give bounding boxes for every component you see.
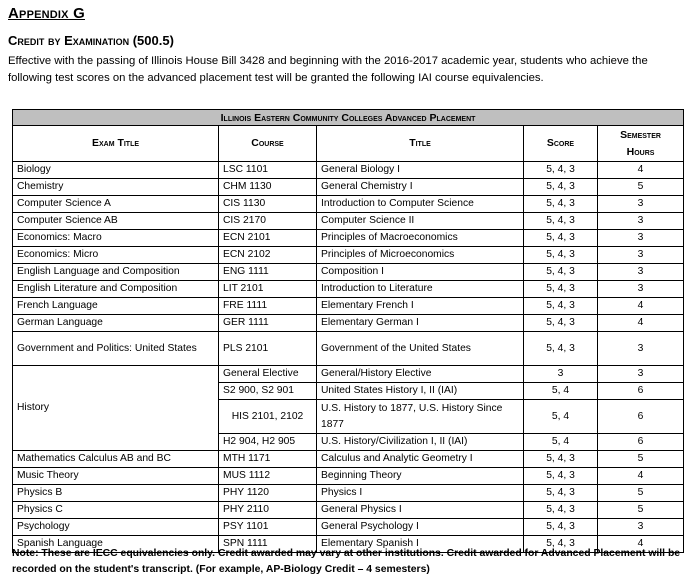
exam-title-cell: Physics B: [13, 485, 219, 502]
column-header-course: Course: [219, 126, 317, 162]
exam-title-cell: Mathematics Calculus AB and BC: [13, 451, 219, 468]
table-row: [13, 196, 684, 213]
course-cell: FRE 1111: [219, 298, 317, 315]
exam-title-cell: Psychology: [13, 519, 219, 536]
appendix-title: Appendix G: [8, 5, 85, 22]
table-row: [13, 179, 684, 196]
course-title-cell: Introduction to Literature: [317, 281, 524, 298]
exam-title-cell: Computer Science AB: [13, 213, 219, 230]
semester-hours-cell: 3: [598, 230, 684, 247]
exam-title-cell: English Language and Composition: [13, 264, 219, 281]
exam-title-cell: Spanish Language: [13, 536, 219, 553]
table-row: [13, 162, 684, 179]
course-title-cell: Elementary German I: [317, 315, 524, 332]
semester-hours-cell: 3: [598, 264, 684, 281]
exam-title-cell: Economics: Micro: [13, 247, 219, 264]
course-cell: CHM 1130: [219, 179, 317, 196]
table-row: [13, 230, 684, 247]
score-cell: 5, 4: [524, 400, 598, 434]
table-row: [13, 213, 684, 230]
semester-hours-cell: 4: [598, 315, 684, 332]
score-cell: 5, 4, 3: [524, 519, 598, 536]
score-cell: 5, 4, 3: [524, 451, 598, 468]
semester-hours-cell: 4: [598, 298, 684, 315]
score-cell: 5, 4, 3: [524, 468, 598, 485]
semester-hours-cell: 3: [598, 213, 684, 230]
table-row: [13, 468, 684, 485]
course-title-cell: Beginning Theory: [317, 468, 524, 485]
table-row: [13, 298, 684, 315]
column-header-hours-line2: Hours: [626, 145, 655, 158]
course-title-cell: General Physics I: [317, 502, 524, 519]
course-cell: SPN 1111: [219, 536, 317, 553]
table-row: [13, 332, 684, 366]
table-row: [13, 247, 684, 264]
score-cell: 5, 4, 3: [524, 281, 598, 298]
semester-hours-cell: 6: [598, 383, 684, 400]
course-cell: MTH 1171: [219, 451, 317, 468]
section-heading: Credit by Examination (500.5): [8, 33, 174, 48]
course-cell: ECN 2102: [219, 247, 317, 264]
course-title-cell: General Psychology I: [317, 519, 524, 536]
semester-hours-cell: 4: [598, 162, 684, 179]
course-title-cell: United States History I, II (IAI): [317, 383, 524, 400]
course-title-cell: Computer Science II: [317, 213, 524, 230]
course-title-cell: General Biology I: [317, 162, 524, 179]
exam-title-cell: Economics: Macro: [13, 230, 219, 247]
score-cell: 5, 4, 3: [524, 502, 598, 519]
semester-hours-cell: 3: [598, 281, 684, 298]
score-cell: 5, 4, 3: [524, 264, 598, 281]
score-cell: 5, 4, 3: [524, 196, 598, 213]
course-title-cell: Principles of Microeconomics: [317, 247, 524, 264]
column-header-hours-line1: Semester: [620, 128, 661, 141]
column-header-score: Score: [524, 126, 598, 162]
course-cell: S2 900, S2 901: [219, 383, 317, 400]
exam-title-cell: Chemistry: [13, 179, 219, 196]
score-cell: 5, 4, 3: [524, 213, 598, 230]
score-cell: 5, 4, 3: [524, 298, 598, 315]
score-cell: 3: [524, 366, 598, 383]
semester-hours-cell: 6: [598, 434, 684, 451]
semester-hours-cell: 6: [598, 400, 684, 434]
semester-hours-cell: 4: [598, 536, 684, 553]
exam-title-cell: Physics C: [13, 502, 219, 519]
course-title-cell: Elementary French I: [317, 298, 524, 315]
score-cell: 5, 4, 3: [524, 230, 598, 247]
semester-hours-cell: 5: [598, 502, 684, 519]
course-cell: LSC 1101: [219, 162, 317, 179]
semester-hours-cell: 3: [598, 519, 684, 536]
table-row: [13, 485, 684, 502]
course-cell: ENG 1111: [219, 264, 317, 281]
score-cell: 5, 4, 3: [524, 162, 598, 179]
table-row: [13, 315, 684, 332]
score-cell: 5, 4, 3: [524, 485, 598, 502]
footnote: Note: These are IECC equivalencies only. Credit awarded may vary at other institutions. Credit awarded for Advanced Placement will be recorded on the student's transcript. (For example, AP-Biology Credit – 4 semesters): [12, 548, 681, 575]
course-title-cell: U.S. History/Civilization I, II (IAI): [317, 434, 524, 451]
column-header-title: Title: [317, 126, 524, 162]
score-cell: 5, 4, 3: [524, 179, 598, 196]
semester-hours-cell: 5: [598, 179, 684, 196]
course-cell: MUS 1112: [219, 468, 317, 485]
course-cell: PSY 1101: [219, 519, 317, 536]
semester-hours-cell: 3: [598, 247, 684, 264]
course-title-cell: General Chemistry I: [317, 179, 524, 196]
course-cell: LIT 2101: [219, 281, 317, 298]
column-header-semester-hours: [598, 126, 684, 162]
exam-title-cell: French Language: [13, 298, 219, 315]
course-cell: General Elective: [219, 366, 317, 383]
course-cell: H2 904, H2 905: [219, 434, 317, 451]
table-row: [13, 281, 684, 298]
course-cell: CIS 2170: [219, 213, 317, 230]
exam-title-cell: Government and Politics: United States: [13, 332, 219, 366]
semester-hours-cell: 5: [598, 451, 684, 468]
table-row: [13, 366, 684, 383]
course-title-cell: Elementary Spanish I: [317, 536, 524, 553]
course-title-cell: General/History Elective: [317, 366, 524, 383]
course-title-cell: U.S. History to 1877, U.S. History Since 1877: [317, 400, 524, 434]
semester-hours-cell: 3: [598, 366, 684, 383]
course-title-cell: Principles of Macroeconomics: [317, 230, 524, 247]
exam-title-cell: German Language: [13, 315, 219, 332]
exam-title-cell: Computer Science A: [13, 196, 219, 213]
semester-hours-cell: 3: [598, 332, 684, 366]
course-title-cell: Introduction to Computer Science: [317, 196, 524, 213]
exam-title-cell: English Literature and Composition: [13, 281, 219, 298]
course-cell: PHY 1120: [219, 485, 317, 502]
table-row: [13, 502, 684, 519]
course-title-cell: Government of the United States: [317, 332, 524, 366]
ap-equivalency-table: [12, 109, 684, 553]
score-cell: 5, 4, 3: [524, 536, 598, 553]
exam-title-cell: Music Theory: [13, 468, 219, 485]
course-cell: PHY 2110: [219, 502, 317, 519]
table-row: [13, 451, 684, 468]
course-title-cell: Composition I: [317, 264, 524, 281]
course-cell: ECN 2101: [219, 230, 317, 247]
table-title: Illinois Eastern Community Colleges Advanced Placement: [13, 110, 684, 126]
semester-hours-cell: 5: [598, 485, 684, 502]
table-body: [13, 162, 684, 553]
score-cell: 5, 4, 3: [524, 332, 598, 366]
table-row: [13, 519, 684, 536]
course-cell: PLS 2101: [219, 332, 317, 366]
semester-hours-cell: 3: [598, 196, 684, 213]
course-cell: HIS 2101, 2102: [219, 400, 317, 434]
column-header-exam-title: Exam Title: [13, 126, 219, 162]
semester-hours-cell: 4: [598, 468, 684, 485]
intro-paragraph: Effective with the passing of Illinois House Bill 3428 and beginning with the 2016-2017 academic year, students who achieve the following test scores on the advanced placement test will be granted the following IAI course equivalencies.: [8, 55, 648, 84]
exam-title-cell: History: [13, 366, 219, 451]
score-cell: 5, 4: [524, 383, 598, 400]
course-title-cell: Physics I: [317, 485, 524, 502]
score-cell: 5, 4: [524, 434, 598, 451]
score-cell: 5, 4, 3: [524, 247, 598, 264]
course-cell: GER 1111: [219, 315, 317, 332]
course-cell: CIS 1130: [219, 196, 317, 213]
score-cell: 5, 4, 3: [524, 315, 598, 332]
table-row: [13, 264, 684, 281]
exam-title-cell: Biology: [13, 162, 219, 179]
course-title-cell: Calculus and Analytic Geometry I: [317, 451, 524, 468]
